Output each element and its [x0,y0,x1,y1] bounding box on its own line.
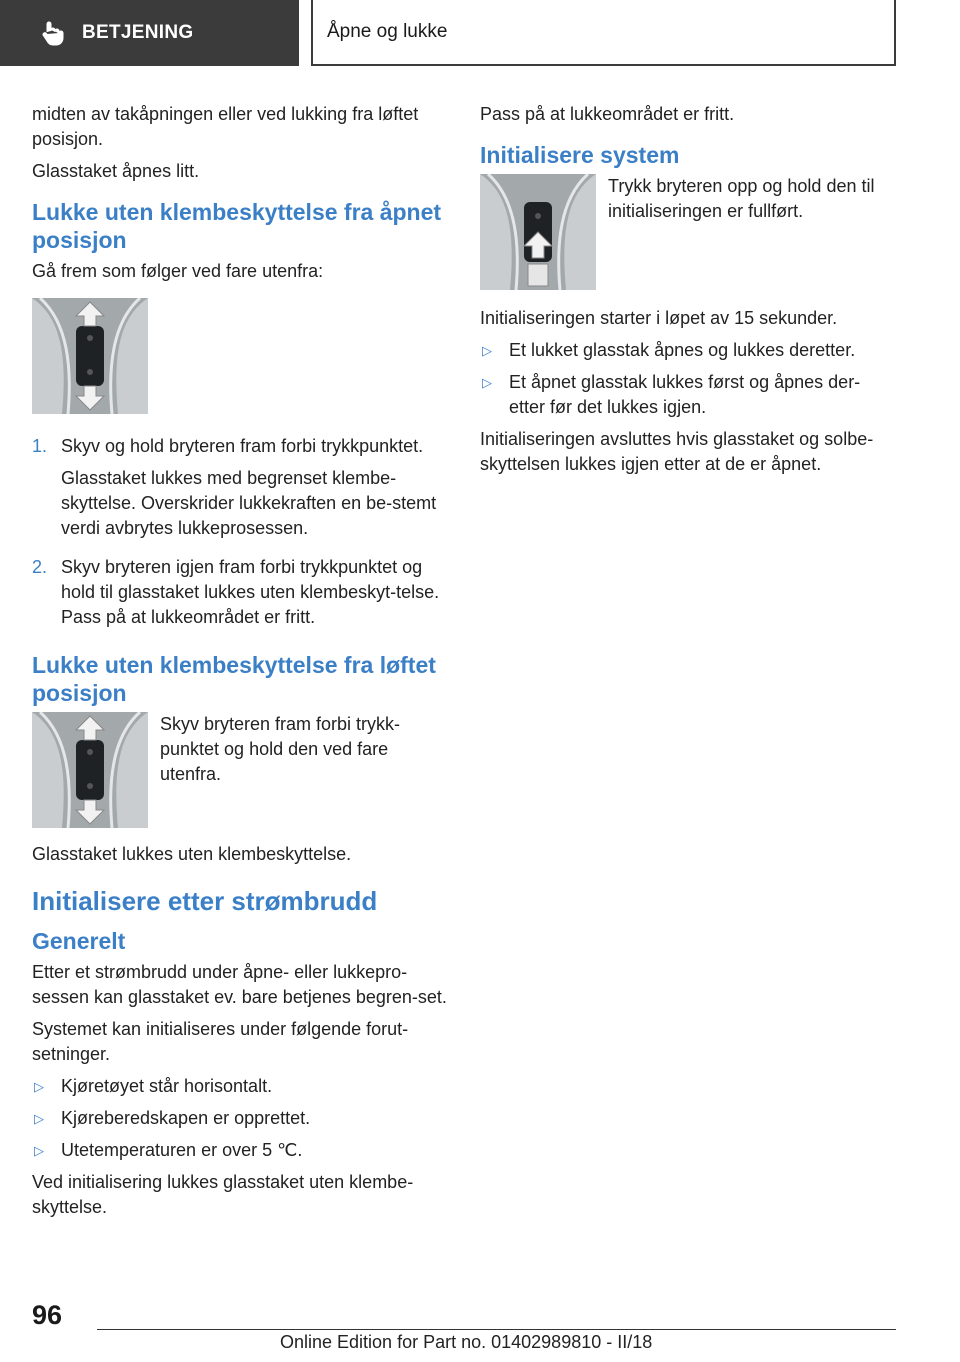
switch-image-lifted [32,712,148,828]
list-item [32,555,448,637]
right-column [480,102,896,484]
heading-init-after-outage: Initialisere etter strømbrudd [32,886,378,916]
heading-init-system: Initialisere system [480,142,680,168]
steps-list [32,434,448,637]
system-row [480,174,896,290]
paragraph: midten av takåpningen eller ved lukking fra løftet posisjon. [32,104,419,149]
triangle-bullet-icon: ▷ [482,375,492,390]
step-text: Skyv og hold bryteren fram forbi trykkpunktet. [61,436,424,456]
footer-divider [97,1329,896,1330]
left-column [32,102,448,1227]
page-title-box [311,0,896,66]
paragraph: Glasstaket åpnes litt. [32,161,200,181]
triangle-bullet-icon: ▷ [482,343,492,358]
triangle-bullet-icon: ▷ [34,1079,44,1094]
heading-close-from-open: Lukke uten klembeskyttelse fra åpnet posisjon [32,199,442,253]
paragraph: Pass på at lukkeområdet er fritt. [480,104,735,124]
list-item [32,434,448,548]
triangle-bullet-icon: ▷ [34,1111,44,1126]
footer-edition: Online Edition for Part no. 01402989810 - II/18 [280,1332,653,1352]
step-subtext: Glasstaket lukkes med begrenset klembe-skyttelse. Overskrider lukkekraften en be-stemt verdi avbrytes lukkeprosessen. [61,468,437,538]
lifted-text: Skyv bryteren fram forbi trykk-punktet og hold den ved fare utenfra. [160,714,401,784]
paragraph: Systemet kan initialiseres under følgende forut-setninger. [32,1019,409,1064]
step-number: 1. [32,436,48,456]
triangle-bullet-icon: ▷ [34,1143,44,1158]
paragraph: Glasstaket lukkes uten klembeskyttelse. [32,844,352,864]
list-item: ▷ Kjøretøyet står horisontalt. [32,1074,448,1099]
list-item: ▷ Utetemperaturen er over 5 ℃. [32,1138,448,1163]
paragraph: Etter et strømbrudd under åpne- eller lukkepro-sessen kan glasstaket ev. bare betjenes begren-set. [32,962,447,1007]
step-text: Skyv bryteren igjen fram forbi trykkpunktet og hold til glasstaket lukkes uten klembeskyt-telse. Pass på at lukkeområdet er fritt. [61,557,440,627]
page-title: Åpne og lukke [327,21,448,42]
heading-general: Generelt [32,928,126,954]
section-label: BETJENING [82,22,194,43]
conditions-list [32,1074,448,1163]
section-tab [0,0,299,66]
lifted-row [32,712,448,828]
paragraph: Initialiseringen starter i løpet av 15 sekunder. [480,308,838,328]
system-text: Trykk bryteren opp og hold den til initialiseringen er fullført. [608,176,875,221]
hand-pointer-icon [38,19,66,47]
switch-image-init [480,174,596,290]
list-item: ▷ Et åpnet glasstak lukkes først og åpnes der-etter før det lukkes igjen. [480,370,896,420]
paragraph: Ved initialisering lukkes glasstaket uten klembe-skyttelse. [32,1172,414,1217]
init-bullets [480,338,896,420]
step-number: 2. [32,557,48,577]
paragraph: Gå frem som følger ved fare utenfra: [32,261,324,281]
switch-image-close [32,298,148,414]
list-item: ▷ Kjøreberedskapen er opprettet. [32,1106,448,1131]
list-item: ▷ Et lukket glasstak åpnes og lukkes deretter. [480,338,896,363]
page-number: 96 [32,1300,63,1330]
heading-close-from-lifted: Lukke uten klembeskyttelse fra løftet posisjon [32,652,436,706]
paragraph: Initialiseringen avsluttes hvis glasstaket og solbe-skyttelsen lukkes igjen etter at de er åpnet. [480,429,874,474]
